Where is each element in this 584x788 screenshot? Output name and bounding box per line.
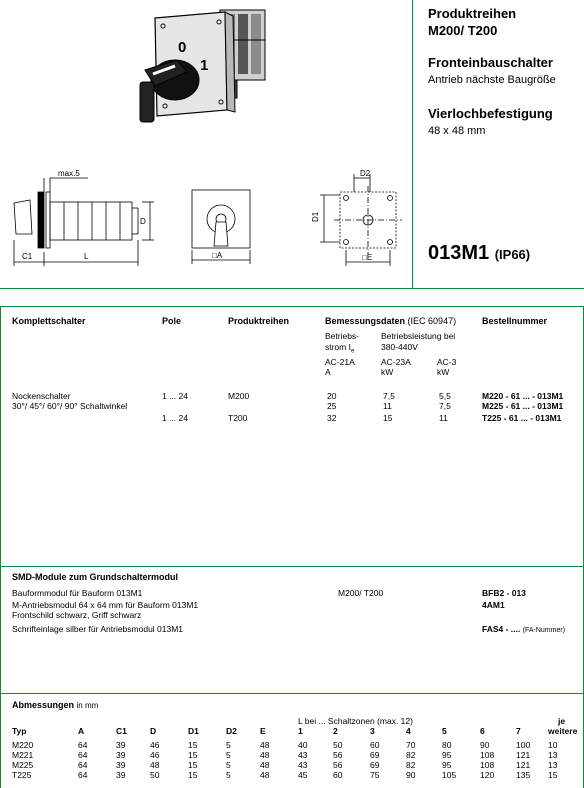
row0-ac21: 20 (327, 391, 337, 401)
dims-col-header: weitere (548, 726, 578, 736)
frame-divider-vertical (412, 0, 413, 288)
mount-title: Vierlochbefestigung (428, 106, 553, 121)
row1-ac23: 11 (383, 401, 392, 411)
dims-cell: 48 (260, 770, 270, 780)
smd-item0-series: M200/ T200 (338, 588, 384, 598)
front-view-drawing (188, 186, 268, 268)
position-0-label: 0 (178, 39, 187, 56)
dims-cell: 69 (370, 760, 380, 770)
dim-c1-label: C1 (22, 252, 33, 261)
product-code-text: 013M1 (428, 242, 490, 264)
frame-divider-top (0, 288, 584, 289)
row2-ac21: 32 (327, 413, 337, 423)
row0-series: M200 (228, 391, 250, 401)
dims-cell: 75 (370, 770, 380, 780)
dims-cell: 105 (442, 770, 457, 780)
dims-col-header: Typ (12, 726, 27, 736)
dims-cell: 5 (226, 740, 231, 750)
dims-col-header: 5 (442, 726, 447, 736)
product-rating: (IP66) (494, 247, 531, 262)
col-bemessungsdaten-norm: (IEC 60947) (407, 316, 457, 326)
hdr-ac3: AC-3 (437, 357, 457, 367)
dims-cell: 108 (480, 760, 495, 770)
type-title: Fronteinbauschalter (428, 55, 553, 70)
dims-cell: 64 (78, 760, 88, 770)
dims-title (12, 700, 98, 710)
hdr-ac21-unit: A (325, 367, 331, 377)
row2-series: T200 (228, 413, 248, 423)
row0-ac23: 7,5 (383, 391, 395, 401)
dims-col-header: D2 (226, 726, 237, 736)
dims-cell: 39 (116, 740, 126, 750)
dims-cell: 95 (442, 760, 452, 770)
dim-a-label: □A (212, 251, 223, 260)
dims-cell: 82 (406, 760, 416, 770)
row2-ac23: 15 (383, 413, 393, 423)
dims-col-header: 4 (406, 726, 411, 736)
smd-item2-order-note: (FA-Nummer) (522, 627, 566, 634)
dims-cell: 60 (370, 740, 380, 750)
dims-cell: 64 (78, 740, 88, 750)
frame-edge-left (0, 306, 1, 788)
smd-item0-desc: Bauformmodul für Bauform 013M1 (12, 588, 143, 598)
mount-subtitle: 48 x 48 mm (428, 125, 486, 137)
dims-col-header: D1 (188, 726, 199, 736)
dims-title-text: Abmessungen (12, 700, 75, 710)
hdr-strom-text: strom I (325, 342, 351, 352)
hdr-leistung-1: Betriebsleistung bei (381, 331, 456, 341)
dims-cell: 56 (333, 750, 343, 760)
dims-cell: 48 (150, 760, 160, 770)
dims-col-header: 2 (333, 726, 338, 736)
dims-cell: 64 (78, 750, 88, 760)
dims-cell: 69 (370, 750, 380, 760)
dims-cell: 121 (516, 760, 531, 770)
hdr-strom-2 (325, 342, 354, 355)
row2-order: T225 - 61 ... - 013M1 (482, 413, 562, 423)
row-desc-2: 30°/ 45°/ 60°/ 90° Schaltwinkel (12, 401, 128, 411)
switch-illustration (135, 0, 275, 145)
dims-title-unit: in mm (76, 701, 99, 710)
dims-col-header: 1 (298, 726, 303, 736)
dims-cell: 39 (116, 760, 126, 770)
frame-divider-table-top (0, 306, 584, 307)
dims-cell: 100 (516, 740, 531, 750)
dims-cell: 5 (226, 750, 231, 760)
dims-col-header: 6 (480, 726, 485, 736)
dims-cell: 90 (406, 770, 416, 780)
hdr-ac3-unit: kW (437, 367, 450, 377)
dims-col-header: C1 (116, 726, 127, 736)
dims-cell: 48 (260, 750, 270, 760)
dims-cell: 5 (226, 770, 231, 780)
dims-cell: 13 (548, 760, 558, 770)
frame-divider-dims (0, 693, 584, 694)
dims-cell: 60 (333, 770, 343, 780)
row0-order: M220 - 61 ... - 013M1 (482, 391, 564, 401)
dims-col-header: 7 (516, 726, 521, 736)
series-value: M200/ T200 (428, 23, 498, 38)
col-produktreihen: Produktreihen (228, 316, 290, 326)
product-code (428, 242, 530, 265)
dims-row-type: M221 (12, 750, 34, 760)
row2-pole: 1 ... 24 (162, 413, 188, 423)
dims-cell: 121 (516, 750, 531, 760)
dims-cell: 48 (260, 760, 270, 770)
dims-cell: 13 (548, 750, 558, 760)
dims-row-type: M225 (12, 760, 34, 770)
smd-title: SMD-Module zum Grundschaltermodul (12, 572, 179, 582)
col-bemessungsdaten (325, 316, 456, 326)
dim-d2-label: D2 (360, 169, 371, 178)
dims-cell: 46 (150, 740, 160, 750)
dims-cell: 50 (150, 770, 160, 780)
dim-e-label: □E (362, 253, 373, 262)
hdr-strom-sub: e (350, 348, 355, 355)
dims-col-header: A (78, 726, 85, 736)
dims-cell: 95 (442, 750, 452, 760)
hdr-ac23-unit: kW (381, 367, 394, 377)
smd-item1-desc: M-Antriebsmodul 64 x 64 mm für Bauform 013M1 (12, 600, 199, 610)
dims-col-header: E (260, 726, 266, 736)
hdr-ac21: AC-21A (325, 357, 355, 367)
series-title: Produktreihen (428, 6, 517, 21)
dims-cell: 39 (116, 750, 126, 760)
dims-row-type: T225 (12, 770, 32, 780)
dims-cell: 90 (480, 740, 490, 750)
hdr-strom-1: Betriebs- (325, 331, 360, 341)
dims-cell: 15 (548, 770, 558, 780)
dims-cell: 15 (188, 760, 198, 770)
dims-cell: 43 (298, 760, 308, 770)
dim-d1-label: D1 (311, 211, 320, 222)
side-view-drawing (8, 168, 158, 268)
dim-max5-label: max.5 (58, 169, 80, 178)
row1-ac3: 7,5 (439, 401, 451, 411)
col-komplettschalter: Komplettschalter (12, 316, 86, 326)
row-desc-1: Nockenschalter (12, 391, 71, 401)
dims-cell: 80 (442, 740, 452, 750)
dims-cell: 50 (333, 740, 343, 750)
row1-ac21: 25 (327, 401, 337, 411)
dims-cell: 46 (150, 750, 160, 760)
col-bemessungsdaten-label: Bemessungsdaten (325, 316, 406, 326)
position-1-label: 1 (200, 57, 209, 74)
col-pole: Pole (162, 316, 182, 326)
type-subtitle: Antrieb nächste Baugröße (428, 74, 556, 86)
row1-order: M225 - 61 ... - 013M1 (482, 401, 564, 411)
dims-cell: 70 (406, 740, 416, 750)
col-bestellnummer: Bestellnummer (482, 316, 548, 326)
dims-cell: 82 (406, 750, 416, 760)
smd-item2-order-code: FAS4 - .... (482, 624, 521, 634)
smd-item2-desc: Schrifteinlage silber für Antriebsmodul 013M1 (12, 624, 184, 634)
dims-cell: 15 (188, 750, 198, 760)
dims-col-header: D (150, 726, 157, 736)
panel-cutout-drawing (310, 170, 410, 270)
dims-cell: 10 (548, 740, 558, 750)
dim-l-label: L (84, 252, 89, 261)
row0-ac3: 5,5 (439, 391, 451, 401)
dims-cell: 135 (516, 770, 531, 780)
dims-row-type: M220 (12, 740, 34, 750)
hdr-leistung-2: 380-440V (381, 342, 418, 352)
row0-pole: 1 ... 24 (162, 391, 188, 401)
smd-item1-desc2: Frontschild schwarz, Griff schwarz (12, 610, 142, 620)
smd-item1-order: 4AM1 (482, 600, 505, 610)
hdr-ac23: AC-23A (381, 357, 411, 367)
smd-item2-order (482, 624, 565, 634)
dims-cell: 5 (226, 760, 231, 770)
dims-cell: 56 (333, 760, 343, 770)
dims-cell: 15 (188, 740, 198, 750)
dim-d-label: D (140, 217, 146, 226)
dims-cell: 39 (116, 770, 126, 780)
dims-col-header: 3 (370, 726, 375, 736)
dims-cell: 120 (480, 770, 495, 780)
smd-item0-order: BFB2 - 013 (482, 588, 526, 598)
dims-cell: 43 (298, 750, 308, 760)
dims-cell: 64 (78, 770, 88, 780)
dims-cell: 15 (188, 770, 198, 780)
dims-je: je (558, 716, 566, 726)
row2-ac3: 11 (439, 413, 448, 423)
dims-cell: 45 (298, 770, 308, 780)
dims-cell: 48 (260, 740, 270, 750)
dims-l-header: L bei ... Schaltzonen (max. 12) (298, 716, 413, 726)
dims-cell: 40 (298, 740, 308, 750)
frame-divider-smd (0, 566, 584, 567)
dims-cell: 108 (480, 750, 495, 760)
